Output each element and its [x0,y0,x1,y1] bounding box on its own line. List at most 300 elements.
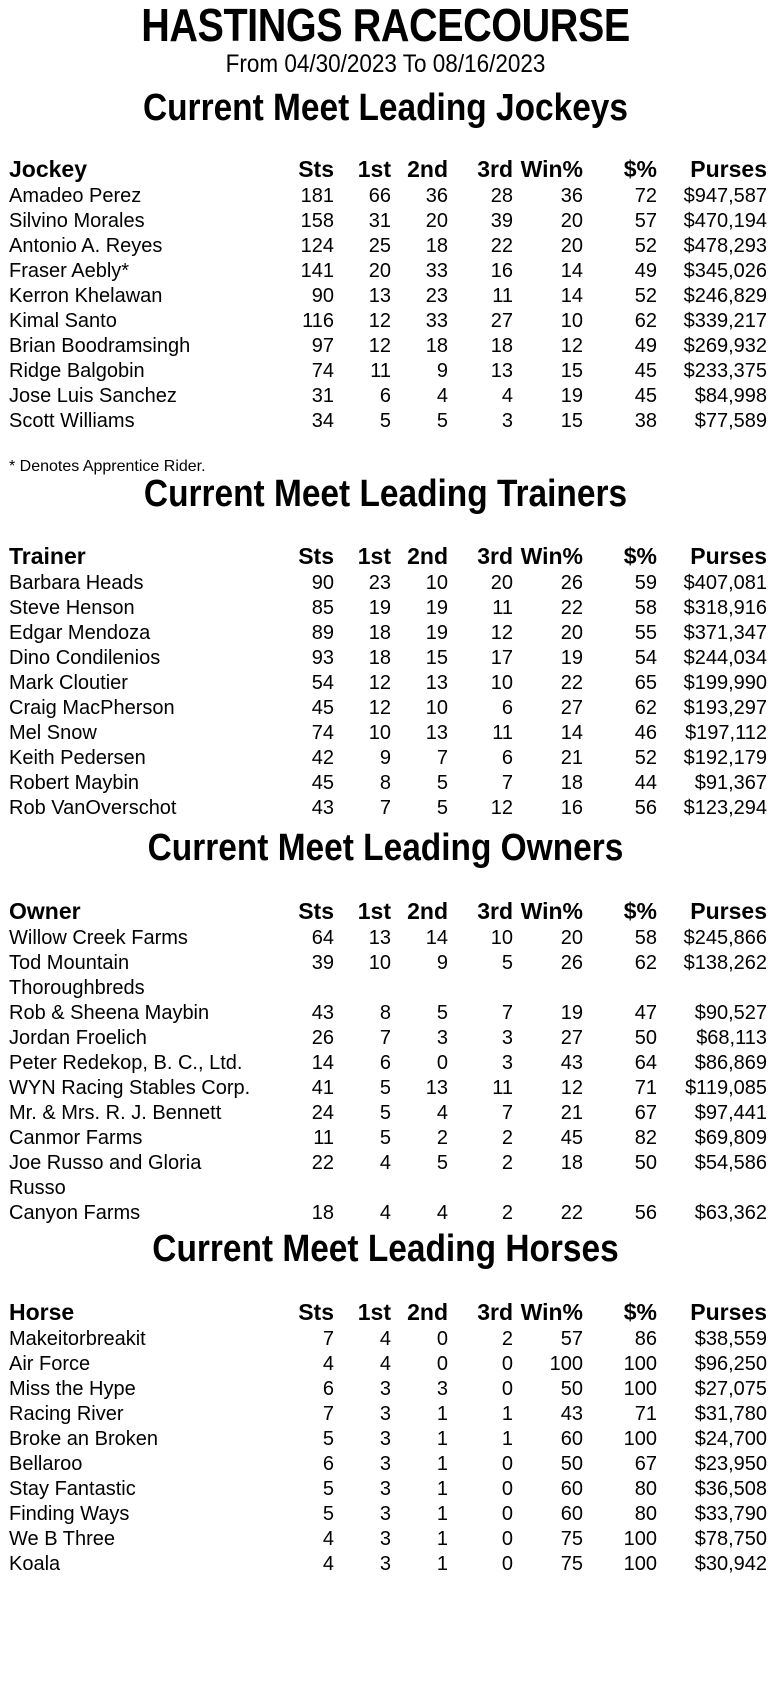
row-stat-cell: 3 [501,1052,513,1074]
row-stat-cell: 20 [425,210,448,232]
row-stat-cell: 2 [501,1328,513,1350]
row-stat-cell: 158 [300,210,334,232]
row-stat-cell: 93 [311,647,334,669]
row-stat-cell: $96,250 [694,1353,767,1375]
row-name-cell: Dino Condilenios [9,647,161,669]
row-stat-cell: $197,112 [685,722,767,744]
row-stat-cell: $97,441 [694,1102,767,1124]
apprentice-footnote: * Denotes Apprentice Rider. [9,458,206,475]
column-header-name: Trainer [9,543,86,569]
column-header: 3rd [477,156,513,182]
row-stat-cell: 66 [368,185,391,207]
row-stat-cell: 19 [368,597,391,619]
row-stat-cell: 54 [634,647,657,669]
row-stat-cell: 23 [425,285,448,307]
row-stat-cell: $119,085 [685,1077,767,1099]
row-stat-cell: 6 [322,1378,334,1400]
table-row [9,1477,767,1502]
row-stat-cell: 15 [425,647,448,669]
row-stat-cell: 64 [634,1052,657,1074]
column-header: $% [623,1299,657,1325]
row-name-cell: WYN Racing Stables Corp. [9,1077,251,1099]
row-stat-cell: 22 [560,672,583,694]
table-row [9,1126,767,1151]
row-name-cell: Peter Redekop, B. C., Ltd. [9,1052,243,1074]
row-name-cell: Miss the Hype [9,1378,136,1400]
row-stat-cell: 75 [560,1528,583,1550]
column-header: 3rd [477,898,513,924]
row-name-cell: Racing River [9,1403,124,1425]
table-row [9,796,767,821]
row-stat-cell: 86 [634,1328,657,1350]
row-stat-cell: 7 [501,772,513,794]
row-name-cell: Koala [9,1553,61,1575]
row-stat-cell: 14 [311,1052,334,1074]
row-stat-cell: 0 [436,1328,448,1350]
row-stat-cell: 85 [311,597,334,619]
table-row [9,1001,767,1026]
trainers-table [9,541,767,821]
table-header-row [9,541,767,571]
row-name-cell: Willow Creek Farms [9,927,188,949]
row-stat-cell: 18 [490,335,513,357]
row-stat-cell: 97 [311,335,334,357]
column-header: Win% [520,1299,583,1325]
row-name-cell: Bellaroo [9,1453,83,1475]
row-stat-cell: 38 [634,410,657,432]
row-name-cell: Mel Snow [9,722,97,744]
table-row [9,1151,767,1201]
column-header: 3rd [477,1299,513,1325]
row-stat-cell: 18 [560,772,583,794]
column-header: Win% [520,898,583,924]
row-stat-cell: 19 [425,597,448,619]
row-stat-cell: 20 [560,622,583,644]
row-stat-cell: 4 [379,1202,391,1224]
row-name-cell: Jordan Froelich [9,1027,147,1049]
row-stat-cell: $36,508 [694,1478,767,1500]
table-row [9,1026,767,1051]
row-stat-cell: 52 [634,285,657,307]
row-stat-cell: 22 [311,1152,334,1174]
row-stat-cell: 11 [492,597,513,619]
row-stat-cell: $68,113 [696,1027,767,1049]
row-stat-cell: $90,527 [694,1002,767,1024]
row-stat-cell: 13 [368,927,391,949]
table-row [9,1427,767,1452]
column-header: 3rd [477,543,513,569]
row-stat-cell: 4 [322,1528,334,1550]
table-row [9,284,767,309]
row-stat-cell: 100 [549,1353,583,1375]
row-stat-cell: 3 [379,1453,391,1475]
row-stat-cell: 18 [425,335,448,357]
row-stat-cell: 9 [436,360,448,382]
column-header: Purses [690,156,767,182]
row-stat-cell: 15 [560,360,583,382]
row-stat-cell: 20 [490,572,513,594]
row-stat-cell: 4 [379,1328,391,1350]
column-header-name: Jockey [9,156,88,182]
row-stat-cell: 5 [436,410,448,432]
row-stat-cell: 0 [501,1528,513,1550]
table-row [9,384,767,409]
row-stat-cell: 90 [311,285,334,307]
row-stat-cell: 124 [300,235,334,257]
row-stat-cell: $193,297 [683,697,767,719]
row-stat-cell: 54 [311,672,334,694]
row-stat-cell: $63,362 [694,1202,767,1224]
row-name-cell: Finding Ways [9,1503,130,1525]
row-name-cell: Scott Williams [9,410,135,432]
row-stat-cell: 5 [322,1478,334,1500]
row-stat-cell: 100 [623,1378,657,1400]
row-name-cell: Rob VanOverschot [9,797,177,819]
row-stat-cell: 71 [634,1403,657,1425]
row-stat-cell: 19 [560,647,583,669]
table-header-row [9,896,767,926]
row-stat-cell: 43 [560,1403,583,1425]
row-stat-cell: 31 [368,210,391,232]
row-stat-cell: 2 [501,1202,513,1224]
column-header: Win% [520,156,583,182]
row-name-cell: Steve Henson [9,597,135,619]
row-stat-cell: 19 [560,385,583,407]
row-stat-cell: 7 [322,1403,334,1425]
row-name-cell: Tod Mountain Thoroughbreds [9,952,145,999]
row-name-cell: Makeitorbreakit [9,1328,146,1350]
row-stat-cell: 1 [436,1553,448,1575]
column-header: Sts [298,543,334,569]
row-name-cell: Joe Russo and Gloria Russo [9,1152,202,1199]
row-stat-cell: 43 [560,1052,583,1074]
row-stat-cell: $407,081 [683,572,767,594]
row-stat-cell: 18 [311,1202,334,1224]
row-stat-cell: 47 [634,1002,657,1024]
row-stat-cell: 39 [311,952,334,974]
row-stat-cell: 7 [436,747,448,769]
row-stat-cell: 9 [436,952,448,974]
column-header: Sts [298,1299,334,1325]
row-stat-cell: 5 [379,1127,391,1149]
row-stat-cell: 39 [490,210,513,232]
table-row [9,596,767,621]
row-stat-cell: 5 [501,952,513,974]
row-stat-cell: 42 [311,747,334,769]
row-stat-cell: 45 [560,1127,583,1149]
column-header: Sts [298,898,334,924]
row-stat-cell: 59 [634,572,657,594]
column-header: 1st [357,543,391,569]
row-stat-cell: 43 [311,1002,334,1024]
row-stat-cell: 13 [490,360,513,382]
row-stat-cell: 10 [425,572,448,594]
row-stat-cell: $371,347 [683,622,767,644]
table-header-row [9,154,767,184]
row-stat-cell: 6 [379,1052,391,1074]
row-stat-cell: 27 [560,697,583,719]
row-stat-cell: 0 [501,1478,513,1500]
row-stat-cell: 12 [490,622,513,644]
table-row [9,926,767,951]
row-stat-cell: 27 [490,310,513,332]
row-stat-cell: 36 [425,185,448,207]
table-header-row [9,1297,767,1327]
row-stat-cell: 5 [436,797,448,819]
row-stat-cell: 74 [311,722,334,744]
row-stat-cell: 49 [634,260,657,282]
column-header: 1st [357,1299,391,1325]
column-header: Win% [520,543,583,569]
table-row [9,1076,767,1101]
row-stat-cell: 52 [634,747,657,769]
row-stat-cell: 11 [313,1127,334,1149]
row-stat-cell: 16 [560,797,583,819]
row-stat-cell: 46 [634,722,657,744]
row-stat-cell: 20 [368,260,391,282]
row-stat-cell: 20 [560,235,583,257]
row-stat-cell: 3 [379,1528,391,1550]
row-stat-cell: 50 [634,1152,657,1174]
row-stat-cell: 64 [311,927,334,949]
row-stat-cell: 8 [379,1002,391,1024]
row-stat-cell: 50 [560,1378,583,1400]
row-stat-cell: 4 [501,385,513,407]
row-stat-cell: 11 [492,722,513,744]
row-stat-cell: 1 [436,1428,448,1450]
row-stat-cell: 8 [379,772,391,794]
row-stat-cell: 13 [425,722,448,744]
table-row [9,1527,767,1552]
row-stat-cell: $233,375 [683,360,767,382]
row-stat-cell: 33 [425,310,448,332]
row-name-cell: Edgar Mendoza [9,622,151,644]
row-stat-cell: 10 [560,310,583,332]
owners-section-title: Current Meet Leading Owners [147,827,624,869]
row-stat-cell: 14 [425,927,448,949]
row-stat-cell: $244,034 [683,647,767,669]
row-stat-cell: 0 [436,1353,448,1375]
row-stat-cell: 67 [634,1453,657,1475]
column-header: 2nd [407,898,448,924]
row-stat-cell: 56 [634,797,657,819]
row-stat-cell: 12 [368,335,391,357]
row-stat-cell: 10 [490,672,513,694]
row-stat-cell: 33 [425,260,448,282]
row-stat-cell: 1 [501,1403,513,1425]
table-row [9,1402,767,1427]
row-stat-cell: 13 [425,672,448,694]
table-row [9,1201,767,1226]
row-stat-cell: $947,587 [683,185,767,207]
row-name-cell: Air Force [9,1353,91,1375]
row-stat-cell: 100 [623,1528,657,1550]
table-row [9,1552,767,1577]
row-stat-cell: 45 [311,772,334,794]
row-stat-cell: $33,790 [694,1503,767,1525]
row-stat-cell: 41 [311,1077,334,1099]
table-row [9,209,767,234]
row-stat-cell: 20 [560,927,583,949]
row-stat-cell: 6 [501,747,513,769]
row-name-cell: Mr. & Mrs. R. J. Bennett [9,1102,222,1124]
row-stat-cell: 23 [368,572,391,594]
row-stat-cell: 22 [560,597,583,619]
horses-table [9,1297,767,1577]
row-stat-cell: 4 [436,385,448,407]
row-name-cell: Kerron Khelawan [9,285,163,307]
row-stat-cell: 116 [302,310,334,332]
row-stat-cell: 25 [368,235,391,257]
table-row [9,771,767,796]
row-stat-cell: 1 [436,1528,448,1550]
row-stat-cell: $478,293 [683,235,767,257]
row-stat-cell: $123,294 [683,797,767,819]
row-stat-cell: 4 [379,1152,391,1174]
row-name-cell: Barbara Heads [9,572,144,594]
row-stat-cell: 1 [436,1403,448,1425]
row-stat-cell: 11 [492,285,513,307]
row-stat-cell: 7 [322,1328,334,1350]
row-name-cell: Kimal Santo [9,310,117,332]
row-stat-cell: 21 [560,747,583,769]
row-stat-cell: 6 [501,697,513,719]
row-stat-cell: 18 [368,622,391,644]
row-stat-cell: 3 [379,1503,391,1525]
row-stat-cell: 10 [368,952,391,974]
row-stat-cell: 3 [379,1478,391,1500]
jockeys-section-title: Current Meet Leading Jockeys [142,87,629,129]
row-stat-cell: 58 [634,597,657,619]
table-row [9,184,767,209]
row-stat-cell: 75 [560,1553,583,1575]
row-stat-cell: 1 [501,1428,513,1450]
row-stat-cell: 12 [368,697,391,719]
row-stat-cell: 28 [490,185,513,207]
row-stat-cell: $245,866 [683,927,767,949]
row-stat-cell: 22 [560,1202,583,1224]
row-stat-cell: 100 [623,1428,657,1450]
row-stat-cell: 89 [311,622,334,644]
row-stat-cell: 45 [311,697,334,719]
row-stat-cell: 62 [634,697,657,719]
row-stat-cell: $318,916 [683,597,767,619]
column-header-name: Horse [9,1299,75,1325]
row-stat-cell: 31 [311,385,334,407]
row-stat-cell: 0 [436,1052,448,1074]
column-header: Purses [690,898,767,924]
table-row [9,259,767,284]
trainers-section-title: Current Meet Leading Trainers [143,473,628,515]
row-stat-cell: 5 [379,410,391,432]
table-row [9,571,767,596]
row-stat-cell: $27,075 [694,1378,767,1400]
row-stat-cell: 12 [490,797,513,819]
row-stat-cell: 44 [634,772,657,794]
row-stat-cell: $138,262 [683,952,767,974]
row-stat-cell: 43 [311,797,334,819]
row-stat-cell: 7 [501,1102,513,1124]
row-stat-cell: 72 [634,185,657,207]
row-stat-cell: 60 [560,1478,583,1500]
row-stat-cell: 80 [634,1478,657,1500]
row-stat-cell: 10 [490,927,513,949]
row-stat-cell: 49 [634,335,657,357]
row-name-cell: Canyon Farms [9,1202,141,1224]
row-stat-cell: 4 [436,1202,448,1224]
table-row [9,951,767,1001]
table-row [9,1352,767,1377]
table-row [9,334,767,359]
row-stat-cell: 22 [490,235,513,257]
row-name-cell: Mark Cloutier [9,672,128,694]
row-stat-cell: 5 [436,1002,448,1024]
table-row [9,1327,767,1352]
table-row [9,359,767,384]
row-stat-cell: 3 [436,1378,448,1400]
row-stat-cell: 1 [436,1478,448,1500]
column-header: 2nd [407,543,448,569]
row-name-cell: Stay Fantastic [9,1478,136,1500]
row-stat-cell: 13 [368,285,391,307]
row-stat-cell: 0 [501,1378,513,1400]
row-stat-cell: 55 [634,622,657,644]
table-row [9,721,767,746]
row-stat-cell: 26 [560,952,583,974]
row-stat-cell: 57 [634,210,657,232]
row-stat-cell: $246,829 [683,285,767,307]
row-stat-cell: 16 [490,260,513,282]
row-stat-cell: 100 [623,1353,657,1375]
row-stat-cell: 82 [634,1127,657,1149]
row-stat-cell: $91,367 [694,772,767,794]
row-stat-cell: 50 [634,1027,657,1049]
row-stat-cell: 6 [379,385,391,407]
row-stat-cell: 58 [634,927,657,949]
row-stat-cell: $339,217 [683,310,767,332]
row-stat-cell: 3 [379,1403,391,1425]
row-stat-cell: $192,179 [683,747,767,769]
row-stat-cell: 65 [634,672,657,694]
row-stat-cell: $30,942 [694,1553,767,1575]
row-stat-cell: 7 [379,1027,391,1049]
row-stat-cell: $199,990 [683,672,767,694]
row-stat-cell: 7 [501,1002,513,1024]
row-stat-cell: 52 [634,235,657,257]
row-stat-cell: 67 [634,1102,657,1124]
row-stat-cell: 0 [501,1503,513,1525]
row-stat-cell: 27 [560,1027,583,1049]
owners-table [9,896,767,1226]
row-stat-cell: $345,026 [683,260,767,282]
row-stat-cell: 80 [634,1503,657,1525]
row-stat-cell: 0 [501,1353,513,1375]
row-stat-cell: 5 [436,1152,448,1174]
row-stat-cell: 15 [560,410,583,432]
row-stat-cell: 2 [501,1127,513,1149]
row-stat-cell: 14 [560,285,583,307]
row-stat-cell: 12 [368,310,391,332]
row-stat-cell: 26 [311,1027,334,1049]
row-stat-cell: 10 [368,722,391,744]
row-stat-cell: 4 [436,1102,448,1124]
row-stat-cell: 3 [501,1027,513,1049]
row-name-cell: Fraser Aebly* [9,260,130,282]
table-row [9,746,767,771]
row-stat-cell: 18 [425,235,448,257]
table-row [9,671,767,696]
row-stat-cell: 5 [322,1428,334,1450]
